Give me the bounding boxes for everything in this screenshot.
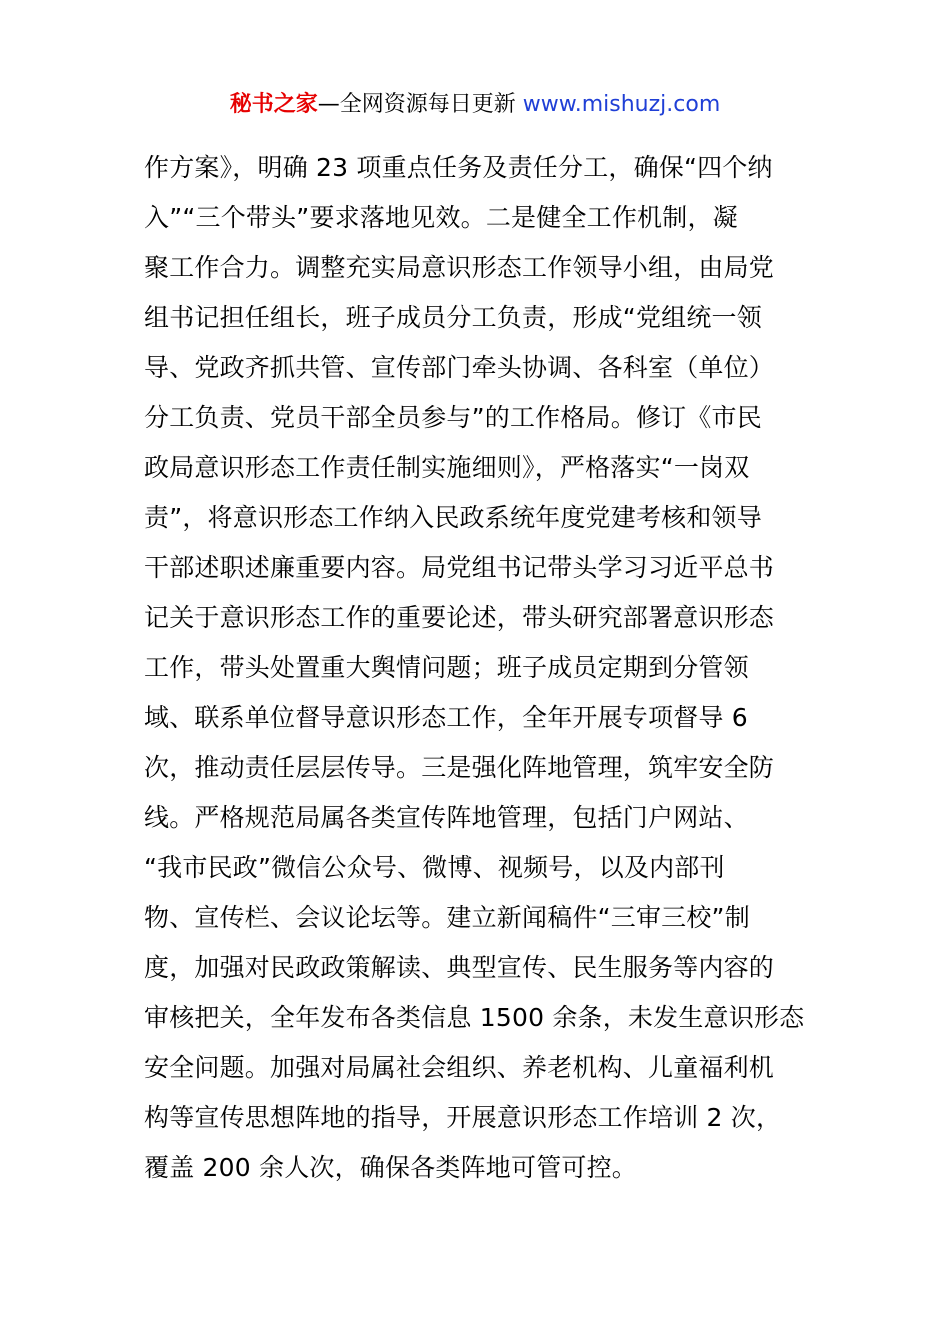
- body-line: 组书记担任组长，班子成员分工负责，形成“党组统一领: [144, 303, 762, 332]
- body-line: 构等宣传思想阵地的指导，开展意识形态工作培训 2 次，: [144, 1103, 782, 1132]
- body-line: 政局意识形态工作责任制实施细则》，严格落实“一岗双: [144, 453, 750, 482]
- body-line: 次，推动责任层层传导。三是强化阵地管理，筑牢安全防: [144, 753, 775, 782]
- body-line: 聚工作合力。调整充实局意识形态工作领导小组，由局党: [144, 253, 775, 282]
- site-url-link[interactable]: www.mishuzj.com: [522, 92, 721, 117]
- body-line: “我市民政”微信公众号、微博、视频号，以及内部刊: [144, 853, 725, 882]
- body-line: 安全问题。加强对局属社会组织、养老机构、儿童福利机: [144, 1053, 775, 1082]
- body-line: 度，加强对民政政策解读、典型宣传、民生服务等内容的: [144, 953, 775, 982]
- body-line: 审核把关，全年发布各类信息 1500 余条，未发生意识形态: [144, 1003, 805, 1032]
- document-body: [144, 148, 808, 1198]
- body-line: 域、联系单位督导意识形态工作，全年开展专项督导 6: [144, 703, 748, 732]
- body-line: 作方案》，明确 23 项重点任务及责任分工，确保“四个纳: [144, 153, 773, 182]
- body-line: 物、宣传栏、会议论坛等。建立新闻稿件“三审三校”制: [144, 903, 750, 932]
- body-line: 工作，带头处置重大舆情问题；班子成员定期到分管领: [144, 653, 749, 682]
- page-header: [0, 88, 950, 122]
- body-line: 干部述职述廉重要内容。局党组书记带头学习习近平总书: [144, 553, 775, 582]
- body-line: 分工负责、党员干部全员参与”的工作格局。修订《市民: [144, 403, 762, 432]
- body-line: 导、党政齐抓共管、宣传部门牵头协调、各科室（单位）: [144, 353, 775, 382]
- body-line: 记关于意识形态工作的重要论述，带头研究部署意识形态: [144, 603, 775, 632]
- brand-name: 秘书之家: [229, 92, 318, 117]
- body-line: 入”“三个带头”要求落地见效。二是健全工作机制，凝: [144, 203, 738, 232]
- header-tagline: —全网资源每日更新: [317, 92, 523, 117]
- body-line: 线。严格规范局属各类宣传阵地管理，包括门户网站、: [144, 803, 749, 832]
- body-line: 责”，将意识形态工作纳入民政系统年度党建考核和领导: [144, 503, 762, 532]
- body-line: 覆盖 200 余人次，确保各类阵地可管可控。: [144, 1153, 638, 1182]
